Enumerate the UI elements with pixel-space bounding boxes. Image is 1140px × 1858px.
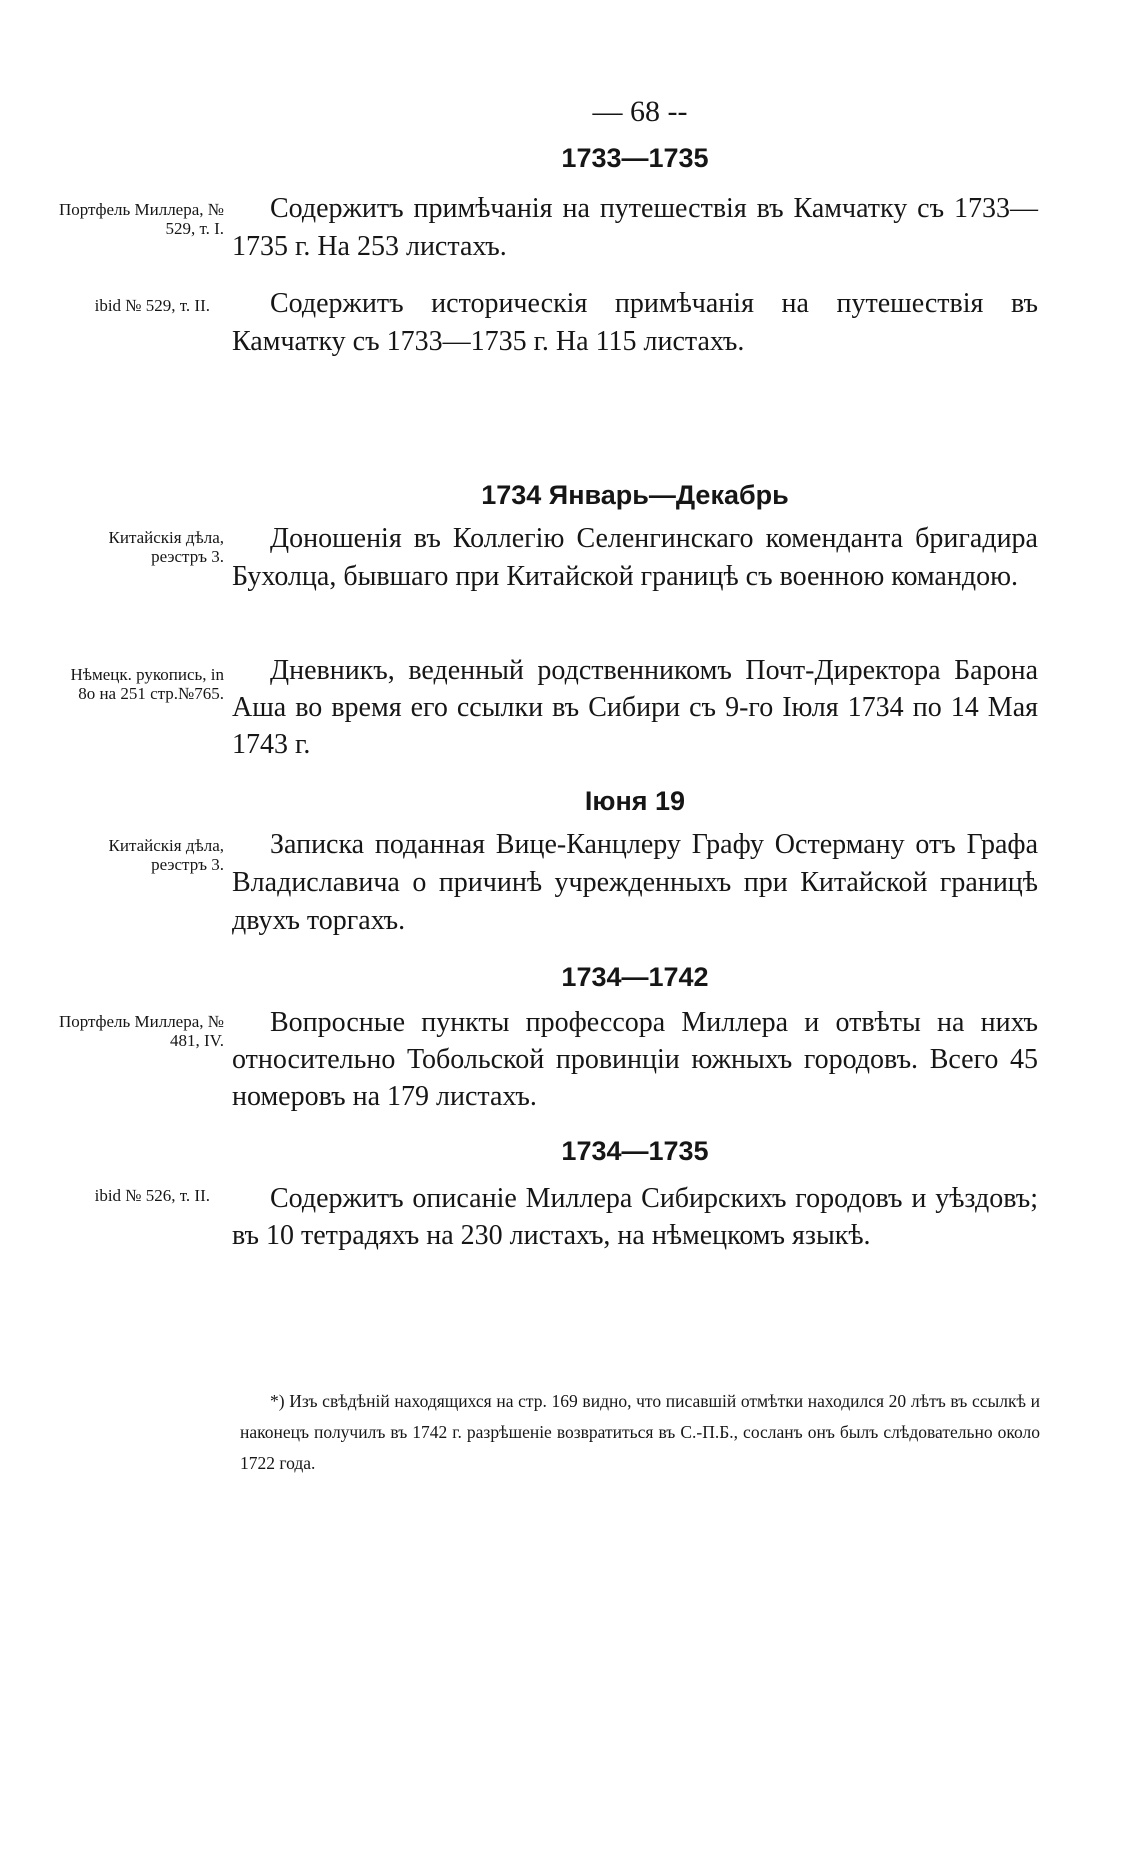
entry-text: Содержитъ историческія примѣчанія на путешествія въ Камчатку съ 1733—1735 г. На 115 листахъ. (232, 288, 1038, 357)
footnote: *) Изъ свѣдѣній находящихся на стр. 169 видно, что писавшій отмѣтки находился 20 лѣтъ въ ссылкѣ и наконецъ получилъ въ 1742 г. разрѣшеніе возвратиться въ С.-П.Б., сосланъ онъ былъ слѣдовательно около 1722 года. (240, 1391, 1040, 1473)
entry-text: Записка поданная Вице-Канцлеру Графу Остерману отъ Графа Владиславича о причинѣ учрежденныхъ при Китайской границѣ двухъ торгахъ. (232, 829, 1038, 936)
entry-text: Доношенія въ Коллегію Селенгинскаго коменданта бригадира Бухолца, бывшаго при Китайской границѣ съ военною командою. (232, 523, 1038, 592)
entry-text: Содержитъ примѣчанія на путешествія въ Камчатку съ 1733—1735 г. На 253 листахъ. (232, 193, 1038, 262)
margin-note: Китайскія дѣла, реэстръ 3. (108, 836, 224, 874)
section-heading-1734-1742: 1734—1742 (561, 962, 709, 992)
entry-text: Дневникъ, веденный родственникомъ Почт-Директора Барона Аша во время его ссылки въ Сибири съ 9-го Іюля 1734 по 14 Мая 1743 г. (232, 655, 1038, 760)
margin-note: Китайскія дѣла, реэстръ 3. (108, 528, 224, 566)
margin-note: Портфель Миллера, № 529, т. I. (58, 200, 224, 238)
entry-text: Вопросные пункты профессора Миллера и отвѣты на нихъ относительно Тобольской провинціи южныхъ городовъ. Всего 45 номеровъ на 179 листахъ. (232, 1007, 1038, 1112)
margin-note: ibid № 526, т. II. (94, 1186, 210, 1205)
section-heading-1734-january-december: 1734 Январь—Декабрь (481, 480, 789, 510)
margin-note: ibid № 529, т. II. (94, 296, 210, 315)
section-heading-1733-1735: 1733—1735 (561, 143, 709, 173)
margin-note: Портфель Миллера, № 481, IV. (58, 1012, 224, 1050)
section-heading-1734-1735: 1734—1735 (561, 1136, 709, 1166)
page-number: — 68 -- (592, 95, 688, 128)
margin-note: Нѣмецк. рукопись, in 8o на 251 стр.№765. (70, 665, 224, 703)
section-heading-june-19: Іюня 19 (584, 786, 686, 816)
entry-text: Содержитъ описаніе Миллера Сибирскихъ городовъ и уѣздовъ; въ 10 тетрадяхъ на 230 листахъ, на нѣмецкомъ языкѣ. (232, 1183, 1038, 1251)
